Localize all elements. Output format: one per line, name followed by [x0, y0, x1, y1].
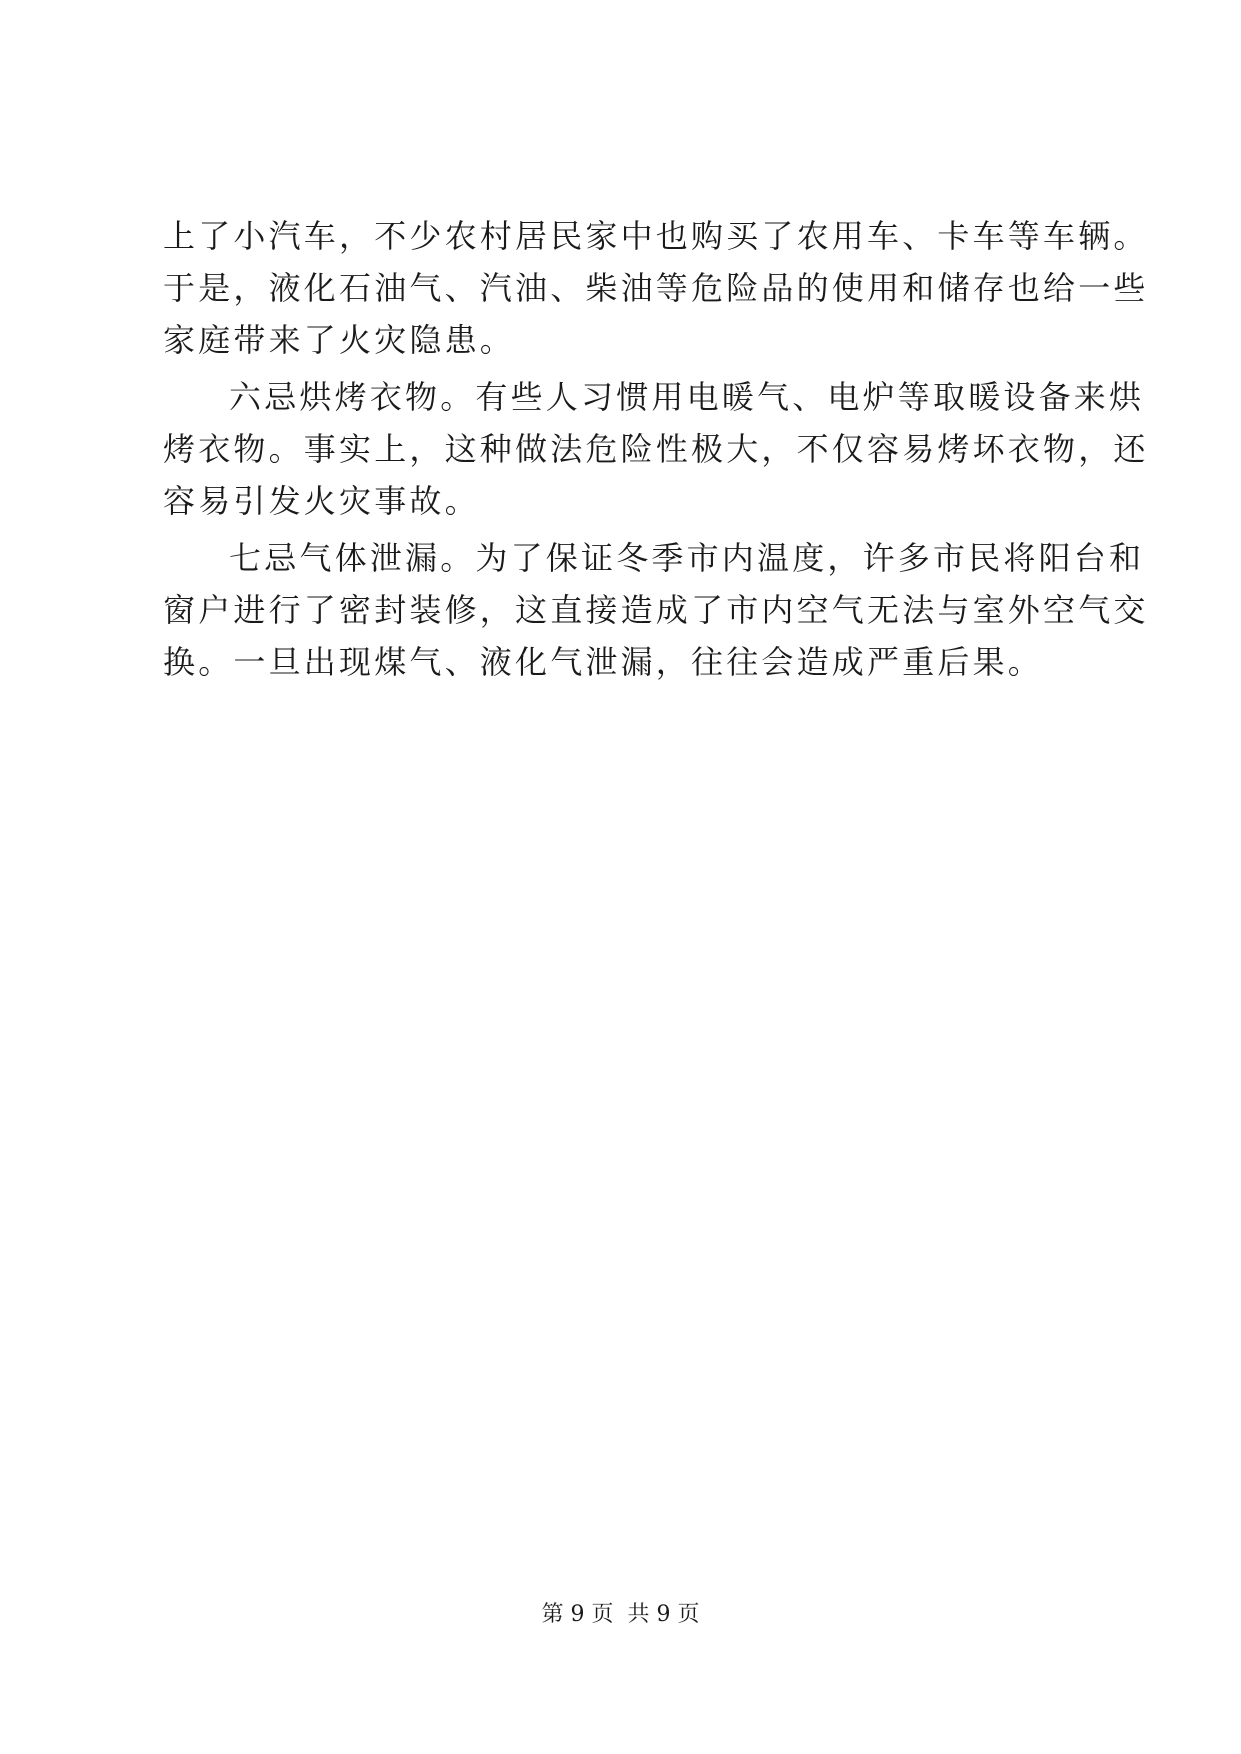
text-line: 窗户进行了密封装修，这直接造成了市内空气无法与室外空气交	[163, 591, 1149, 629]
text-line: 于是，液化石油气、汽油、柴油等危险品的使用和储存也给一些	[163, 269, 1149, 307]
page-footer	[0, 1600, 1241, 1630]
page-number: 第 9 页 共 9 页	[541, 1602, 700, 1627]
text-line: 家庭带来了火灾隐患。	[163, 321, 516, 359]
text-line: 六忌烘烤衣物。有些人习惯用电暖气、电炉等取暖设备来烘	[229, 378, 1145, 416]
text-line: 容易引发火灾事故。	[163, 482, 480, 520]
text-line: 换。一旦出现煤气、液化气泄漏，往往会造成严重后果。	[163, 643, 1044, 681]
text-line: 上了小汽车，不少农村居民家中也购买了农用车、卡车等车辆。	[163, 217, 1149, 255]
text-line: 烤衣物。事实上，这种做法危险性极大，不仅容易烤坏衣物，还	[163, 430, 1149, 468]
text-line: 七忌气体泄漏。为了保证冬季市内温度，许多市民将阳台和	[229, 539, 1145, 577]
